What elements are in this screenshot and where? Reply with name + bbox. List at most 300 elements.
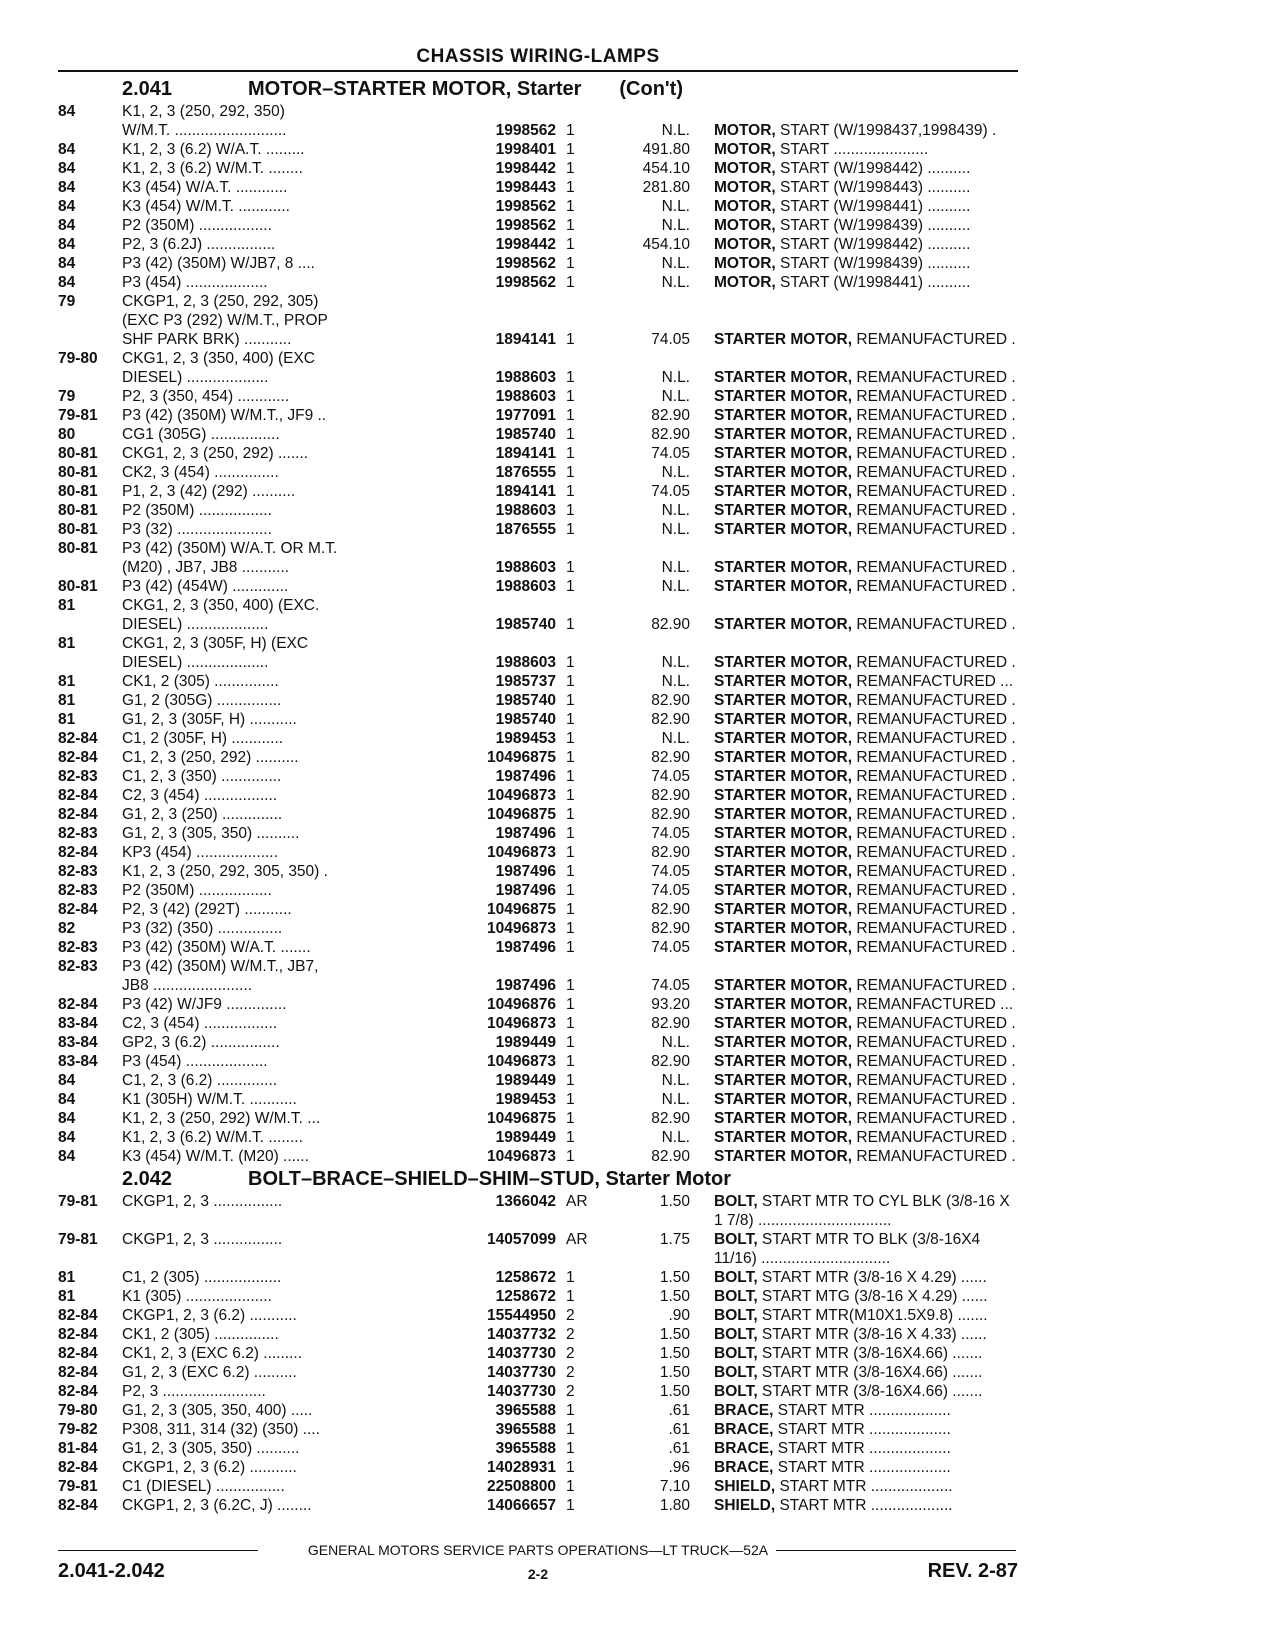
model-year: 81 (58, 692, 76, 709)
price: N.L. (661, 1129, 690, 1146)
table-row (58, 748, 1018, 767)
price: 82.90 (651, 1148, 690, 1165)
part-description: REMANUFACTURED . (852, 1091, 1016, 1108)
part-name: STARTER MOTOR, (714, 692, 853, 709)
table-row (58, 862, 1018, 881)
price: 82.90 (651, 711, 690, 728)
price: 93.20 (651, 996, 690, 1013)
part-name: STARTER MOTOR, (714, 331, 853, 348)
application: P308, 311, 314 (32) (350) .... (122, 1421, 320, 1438)
application: C1, 2, 3 (350) .............. (122, 768, 282, 785)
table-row (58, 767, 1018, 786)
application: DIESEL) ................... (122, 654, 269, 671)
part-description: REMANUFACTURED . (852, 426, 1016, 443)
table-row (58, 159, 1018, 178)
application: SHF PARK BRK) ........... (122, 331, 292, 348)
price: N.L. (661, 673, 690, 690)
model-year: 84 (58, 255, 76, 272)
quantity: 1 (566, 1402, 575, 1419)
part-description: START (W/1998441) .......... (775, 198, 971, 215)
part-description: REMANUFACTURED . (852, 730, 1016, 747)
part-number: 1366042 (495, 1193, 556, 1210)
model-year: 84 (58, 1072, 76, 1089)
part-description: 11/16) .............................. (714, 1250, 891, 1267)
table-row (58, 444, 1018, 463)
table-row (58, 1420, 1018, 1439)
model-year: 80 (58, 426, 76, 443)
description (714, 672, 1020, 691)
part-description: START MTR TO CYL BLK (3/8-16 X (757, 1193, 1010, 1210)
part-description: START (W/1998439) .......... (775, 217, 971, 234)
price: 1.50 (659, 1364, 690, 1381)
description (714, 995, 1020, 1014)
price: .90 (668, 1307, 690, 1324)
part-name: BRACE, (714, 1459, 774, 1476)
table-row (58, 1230, 1018, 1249)
application: P2 (350M) ................. (122, 502, 272, 519)
table-row (58, 1344, 1018, 1363)
application: K3 (454) W/M.T. (M20) ...... (122, 1148, 309, 1165)
part-description: REMANUFACTURED . (852, 711, 1016, 728)
table-row (58, 463, 1018, 482)
part-name: STARTER MOTOR, (714, 939, 853, 956)
table-row (58, 615, 1018, 634)
part-description: REMANUFACTURED . (852, 388, 1016, 405)
description (714, 1249, 1020, 1268)
application: CK2, 3 (454) ............... (122, 464, 279, 481)
part-description: START MTR ................... (775, 1478, 953, 1495)
part-description: REMANUFACTURED . (852, 1015, 1016, 1032)
application: P2, 3 (6.2J) ................ (122, 236, 276, 253)
footer-revision: REV. 2-87 (927, 1560, 1018, 1582)
model-year: 82-83 (58, 882, 98, 899)
description (714, 1496, 1020, 1515)
quantity: 2 (566, 1307, 575, 1324)
application: CKGP1, 2, 3 (6.2C, J) ........ (122, 1497, 312, 1514)
application: GP2, 3 (6.2) ................ (122, 1034, 280, 1051)
quantity: 1 (566, 616, 575, 633)
model-year: 82 (58, 920, 76, 937)
table-row (58, 1287, 1018, 1306)
part-number: 1998442 (495, 160, 556, 177)
table-row (58, 1401, 1018, 1420)
table-row (58, 425, 1018, 444)
model-year: 84 (58, 179, 76, 196)
section-number: 2.041 (122, 78, 173, 100)
part-name: STARTER MOTOR, (714, 673, 853, 690)
quantity: 1 (566, 1110, 575, 1127)
table-row (58, 197, 1018, 216)
part-number: 1987496 (495, 939, 556, 956)
part-number: 1989449 (495, 1034, 556, 1051)
part-number: 1988603 (495, 559, 556, 576)
part-description: REMANUFACTURED . (852, 1072, 1016, 1089)
application: K1, 2, 3 (6.2) W/M.T. ........ (122, 1129, 303, 1146)
application: G1, 2, 3 (EXC 6.2) .......... (122, 1364, 297, 1381)
section-title: BOLT–BRACE–SHIELD–SHIM–STUD, (248, 1168, 600, 1190)
part-number: 14037730 (487, 1364, 556, 1381)
quantity: 1 (566, 1053, 575, 1070)
part-description: REMANUFACTURED . (852, 369, 1016, 386)
description (714, 729, 1020, 748)
section-subtitle: Starter Motor (605, 1168, 732, 1190)
application: G1, 2, 3 (305F, H) ........... (122, 711, 297, 728)
price: 82.90 (651, 407, 690, 424)
part-number: 14057099 (487, 1231, 556, 1248)
part-number: 1998562 (495, 122, 556, 139)
part-name: STARTER MOTOR, (714, 806, 853, 823)
part-description: START MTR(M10X1.5X9.8) ....... (757, 1307, 988, 1324)
model-year: 81 (58, 711, 76, 728)
description (714, 1071, 1020, 1090)
price: 1.50 (659, 1383, 690, 1400)
part-description: REMANUFACTURED . (852, 578, 1016, 595)
quantity: 1 (566, 996, 575, 1013)
table-row (58, 349, 1018, 368)
table-row (58, 805, 1018, 824)
table-row (58, 273, 1018, 292)
price: 82.90 (651, 426, 690, 443)
description (714, 1211, 1020, 1230)
quantity: 1 (566, 730, 575, 747)
description (714, 653, 1020, 672)
price: N.L. (661, 559, 690, 576)
model-year: 82-84 (58, 844, 98, 861)
table-row (58, 596, 1018, 615)
part-number: 10496873 (487, 1053, 556, 1070)
part-name: BOLT, (714, 1307, 758, 1324)
part-name: STARTER MOTOR, (714, 388, 853, 405)
table-row (58, 520, 1018, 539)
quantity: 1 (566, 1478, 575, 1495)
table-row (58, 900, 1018, 919)
table-row (58, 102, 1018, 121)
part-description: REMANUFACTURED . (852, 1053, 1016, 1070)
application: CKG1, 2, 3 (250, 292) ....... (122, 445, 309, 462)
model-year: 81 (58, 673, 76, 690)
application: G1, 2, 3 (250) .............. (122, 806, 283, 823)
description (714, 1325, 1020, 1344)
description (714, 577, 1020, 596)
description (714, 748, 1020, 767)
quantity: 1 (566, 882, 575, 899)
quantity: 1 (566, 141, 575, 158)
price: N.L. (661, 255, 690, 272)
model-year: 79-81 (58, 1193, 98, 1210)
part-description: START MTR ................... (773, 1402, 951, 1419)
application: CKGP1, 2, 3 (250, 292, 305) (122, 293, 319, 310)
application: K1, 2, 3 (6.2) W/A.T. ......... (122, 141, 305, 158)
quantity: 1 (566, 939, 575, 956)
application: C2, 3 (454) ................. (122, 1015, 278, 1032)
model-year: 82-83 (58, 958, 98, 975)
table-row (58, 216, 1018, 235)
part-number: 1894141 (495, 483, 556, 500)
quantity: 1 (566, 711, 575, 728)
part-name: MOTOR, (714, 179, 776, 196)
part-name: MOTOR, (714, 160, 776, 177)
table-row (58, 482, 1018, 501)
quantity: 1 (566, 407, 575, 424)
quantity: 2 (566, 1345, 575, 1362)
part-number: 1989453 (495, 730, 556, 747)
model-year: 79 (58, 293, 76, 310)
part-name: STARTER MOTOR, (714, 901, 853, 918)
table-row (58, 1477, 1018, 1496)
table-row (58, 634, 1018, 653)
table-row (58, 1192, 1018, 1211)
part-name: STARTER MOTOR, (714, 882, 853, 899)
part-name: MOTOR, (714, 141, 776, 158)
model-year: 80-81 (58, 502, 98, 519)
description (714, 710, 1020, 729)
table-row (58, 786, 1018, 805)
part-number: 1989453 (495, 1091, 556, 1108)
model-year: 82-83 (58, 863, 98, 880)
quantity: 1 (566, 1288, 575, 1305)
price: 82.90 (651, 1110, 690, 1127)
price: 74.05 (651, 768, 690, 785)
part-name: MOTOR, (714, 217, 776, 234)
table-row (58, 1147, 1018, 1166)
table-row (58, 1052, 1018, 1071)
part-name: MOTOR, (714, 274, 776, 291)
description (714, 1192, 1020, 1211)
description (714, 691, 1020, 710)
application: (M20) , JB7, JB8 ........... (122, 559, 290, 576)
part-name: STARTER MOTOR, (714, 521, 853, 538)
description (714, 1363, 1020, 1382)
part-description: REMANUFACTURED . (852, 1148, 1016, 1165)
model-year: 79-80 (58, 1402, 98, 1419)
part-name: BRACE, (714, 1440, 774, 1457)
part-name: STARTER MOTOR, (714, 1072, 853, 1089)
quantity: 1 (566, 1072, 575, 1089)
model-year: 79-80 (58, 350, 98, 367)
price: 281.80 (642, 179, 690, 196)
table-row (58, 1325, 1018, 1344)
quantity: 1 (566, 977, 575, 994)
model-year: 81 (58, 635, 76, 652)
price: 82.90 (651, 920, 690, 937)
part-number: 15544950 (487, 1307, 556, 1324)
application: P2, 3 ........................ (122, 1383, 266, 1400)
description (714, 558, 1020, 577)
part-number: 1998401 (495, 141, 556, 158)
part-number: 1258672 (495, 1269, 556, 1286)
part-description: START (W/1998442) .......... (775, 160, 971, 177)
part-name: BOLT, (714, 1326, 758, 1343)
part-number: 22508800 (487, 1478, 556, 1495)
model-year: 83-84 (58, 1053, 98, 1070)
quantity: 1 (566, 920, 575, 937)
application: K1, 2, 3 (250, 292, 305, 350) . (122, 863, 328, 880)
part-name: STARTER MOTOR, (714, 825, 853, 842)
table-row (58, 710, 1018, 729)
price: N.L. (661, 464, 690, 481)
description (714, 1306, 1020, 1325)
table-row (58, 558, 1018, 577)
price: 491.80 (642, 141, 690, 158)
application: P3 (42) (350M) W/A.T. ....... (122, 939, 311, 956)
price: .61 (668, 1421, 690, 1438)
part-description: REMANUFACTURED . (852, 445, 1016, 462)
description (714, 159, 1020, 178)
model-year: 82-84 (58, 749, 98, 766)
description (714, 1344, 1020, 1363)
application: G1, 2, 3 (305, 350, 400) ..... (122, 1402, 313, 1419)
part-number: 1989449 (495, 1129, 556, 1146)
part-description: START MTR ................... (773, 1459, 951, 1476)
table-row (58, 1382, 1018, 1401)
part-number: 14066657 (487, 1497, 556, 1514)
description (714, 824, 1020, 843)
application: C1, 2, 3 (250, 292) .......... (122, 749, 299, 766)
part-number: 14037732 (487, 1326, 556, 1343)
part-description: REMANUFACTURED . (852, 920, 1016, 937)
table-row (58, 995, 1018, 1014)
quantity: 1 (566, 825, 575, 842)
description (714, 216, 1020, 235)
price: 74.05 (651, 331, 690, 348)
description (714, 368, 1020, 387)
price: 1.50 (659, 1193, 690, 1210)
part-description: REMANUFACTURED . (852, 1129, 1016, 1146)
price: N.L. (661, 1034, 690, 1051)
quantity: 1 (566, 1459, 575, 1476)
part-number: 1876555 (495, 521, 556, 538)
part-number: 10496875 (487, 806, 556, 823)
price: 82.90 (651, 1015, 690, 1032)
table-row (58, 1109, 1018, 1128)
application: P3 (42) (350M) W/JB7, 8 .... (122, 255, 315, 272)
part-number: 14028931 (487, 1459, 556, 1476)
part-name: STARTER MOTOR, (714, 977, 853, 994)
part-description: START MTR (3/8-16 X 4.33) ...... (757, 1326, 987, 1343)
price: N.L. (661, 122, 690, 139)
description (714, 615, 1020, 634)
part-name: STARTER MOTOR, (714, 768, 853, 785)
part-description: REMANFACTURED ... (852, 673, 1014, 690)
table-row (58, 1496, 1018, 1515)
model-year: 82-84 (58, 1497, 98, 1514)
part-name: STARTER MOTOR, (714, 787, 853, 804)
quantity: 1 (566, 787, 575, 804)
table-row (58, 1071, 1018, 1090)
table-row (58, 292, 1018, 311)
quantity: 1 (566, 122, 575, 139)
application: K1 (305) .................... (122, 1288, 272, 1305)
model-year: 82-84 (58, 1307, 98, 1324)
description (714, 178, 1020, 197)
price: 74.05 (651, 977, 690, 994)
part-description: REMANUFACTURED . (852, 787, 1016, 804)
part-number: 1985740 (495, 692, 556, 709)
table-row (58, 1249, 1018, 1268)
description (714, 330, 1020, 349)
application: P3 (454) ................... (122, 1053, 268, 1070)
application: CK1, 2, 3 (EXC 6.2) ......... (122, 1345, 303, 1362)
part-number: 10496875 (487, 749, 556, 766)
price: N.L. (661, 388, 690, 405)
description (714, 1458, 1020, 1477)
description (714, 1420, 1020, 1439)
part-number: 10496873 (487, 787, 556, 804)
application: W/M.T. .......................... (122, 122, 287, 139)
application: P2, 3 (350, 454) ............ (122, 388, 290, 405)
quantity: 1 (566, 198, 575, 215)
model-year: 84 (58, 103, 76, 120)
section-continued: (Con't) (619, 78, 684, 100)
price: 74.05 (651, 939, 690, 956)
application: CK1, 2 (305) ............... (122, 673, 279, 690)
price: 82.90 (651, 616, 690, 633)
application: DIESEL) ................... (122, 616, 269, 633)
table-row (58, 938, 1018, 957)
price: N.L. (661, 274, 690, 291)
part-description: REMANUFACTURED . (852, 939, 1016, 956)
part-number: 1987496 (495, 825, 556, 842)
table-row (58, 843, 1018, 862)
price: 74.05 (651, 445, 690, 462)
part-number: 1998442 (495, 236, 556, 253)
description (714, 197, 1020, 216)
part-description: START MTR (3/8-16X4.66) ....... (757, 1383, 983, 1400)
table-row (58, 1363, 1018, 1382)
model-year: 84 (58, 160, 76, 177)
model-year: 82-84 (58, 1383, 98, 1400)
price: 74.05 (651, 863, 690, 880)
part-number: 1258672 (495, 1288, 556, 1305)
price: 74.05 (651, 825, 690, 842)
price: N.L. (661, 730, 690, 747)
application: P3 (32) ...................... (122, 521, 272, 538)
table-row (58, 1090, 1018, 1109)
part-description: REMANUFACTURED . (852, 806, 1016, 823)
part-number: 3965588 (495, 1440, 556, 1457)
part-number: 1894141 (495, 445, 556, 462)
part-number: 10496875 (487, 901, 556, 918)
description (714, 482, 1020, 501)
table-row (58, 1033, 1018, 1052)
price: N.L. (661, 1091, 690, 1108)
description (714, 425, 1020, 444)
description (714, 501, 1020, 520)
application: C1 (DIESEL) ................ (122, 1478, 285, 1495)
description (714, 1033, 1020, 1052)
part-name: SHIELD, (714, 1478, 776, 1495)
application: K1, 2, 3 (250, 292) W/M.T. ... (122, 1110, 321, 1127)
part-description: START MTR ................... (773, 1440, 951, 1457)
price: 1.50 (659, 1288, 690, 1305)
part-description: START (W/1998437,1998439) . (775, 122, 997, 139)
part-number: 10496873 (487, 920, 556, 937)
part-name: STARTER MOTOR, (714, 426, 853, 443)
description (714, 463, 1020, 482)
price: N.L. (661, 198, 690, 215)
application: P1, 2, 3 (42) (292) .......... (122, 483, 296, 500)
description (714, 805, 1020, 824)
part-number: 3965588 (495, 1402, 556, 1419)
price: 82.90 (651, 806, 690, 823)
section-number: 2.042 (122, 1168, 173, 1190)
description (714, 919, 1020, 938)
part-name: STARTER MOTOR, (714, 996, 853, 1013)
quantity: 1 (566, 673, 575, 690)
table-row (58, 1128, 1018, 1147)
price: 82.90 (651, 844, 690, 861)
table-row (58, 501, 1018, 520)
